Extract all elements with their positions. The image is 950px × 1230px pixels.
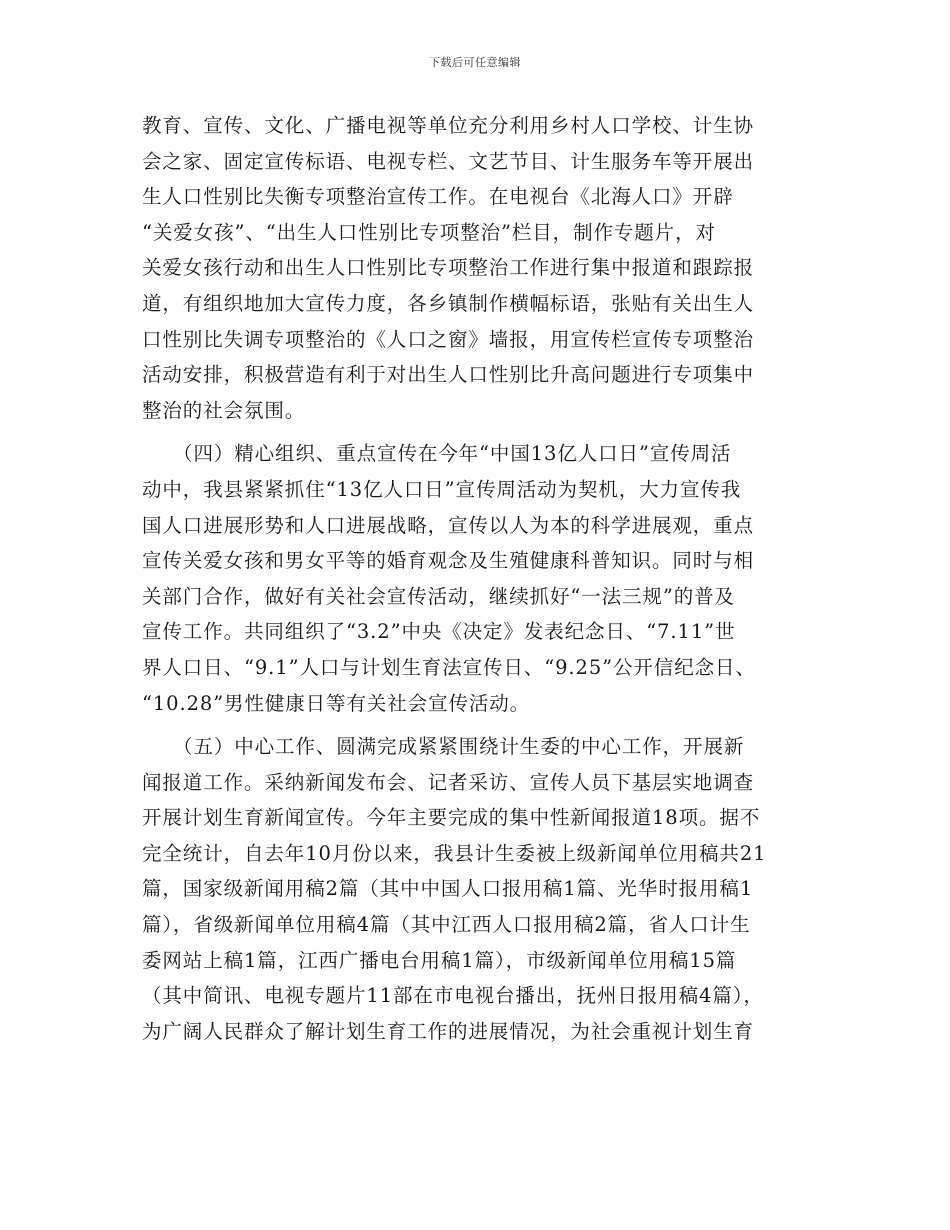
text-line: （五）中心工作、圆满完成紧紧围绕计生委的中心工作，开展新 bbox=[142, 735, 745, 759]
text-line: “10.28”男性健康日等有关社会宣传活动。 bbox=[142, 691, 531, 715]
text-line: 闻报道工作。采纳新闻发布会、记者采访、宣传人员下基层实地调查 bbox=[142, 770, 755, 794]
paragraph-gap bbox=[142, 721, 812, 729]
text-line: （四）精心组织、重点宣传在今年“中国13亿人口日”宣传周活 bbox=[142, 442, 732, 466]
text-line: 动中，我县紧紧抓住“13亿人口日”宣传周活动为契机，大力宣传我 bbox=[142, 477, 742, 501]
text-line: 国人口进展形势和人口进展战略，宣传以人为本的科学进展观，重点 bbox=[142, 513, 755, 537]
text-line: 口性别比失调专项整治的《人口之窗》墙报，用宣传栏宣传专项整治 bbox=[142, 327, 755, 351]
text-line: 整治的社会氛围。 bbox=[142, 398, 306, 422]
text-line: 宣传关爱女孩和男女平等的婚育观念及生殖健康科普知识。同时与相 bbox=[142, 549, 755, 573]
text-line: 生人口性别比失衡专项整治宣传工作。在电视台《北海人口》开辟 bbox=[142, 185, 734, 209]
document-body bbox=[142, 108, 812, 1049]
text-line: 教育、宣传、文化、广播电视等单位充分利用乡村人口学校、计生协 bbox=[142, 114, 755, 137]
text-line: 开展计划生育新闻宣传。今年主要完成的集中性新闻报道18项。据不 bbox=[142, 806, 761, 830]
text-line: 完全统计，自去年10月份以来，我县计生委被上级新闻单位用稿共21 bbox=[142, 841, 767, 865]
text-line: 篇），省级新闻单位用稿4篇（其中江西人口报用稿2篇，省人口计生 bbox=[142, 913, 751, 937]
text-line: （其中简讯、电视专题片11部在市电视台播出，抚州日报用稿4篇）， bbox=[142, 984, 764, 1008]
page-header: 下载后可任意编辑 bbox=[429, 56, 521, 69]
text-line: 为广阔人民群众了解计划生育工作的进展情况，为社会重视计划生育 bbox=[142, 1019, 755, 1043]
text-line: 关部门合作，做好有关社会宣传活动，继续抓好“一法三规”的普及 bbox=[142, 584, 735, 608]
text-line: 道，有组织地加大宣传力度，各乡镇制作横幅标语，张贴有关出生人 bbox=[142, 291, 755, 315]
text-line: “关爱女孩”、“出生人口性别比专项整治”栏目，制作专题片，对 bbox=[142, 220, 716, 244]
text-line: 活动安排，积极营造有利于对出生人口性别比升高问题进行专项集中 bbox=[142, 363, 755, 387]
paragraph-1 bbox=[142, 108, 812, 428]
text-line: 篇，国家级新闻用稿2篇（其中中国人口报用稿1篇、光华时报用稿1 bbox=[142, 877, 754, 901]
text-line: 界人口日、“9.1”人口与计划生育法宣传日、“9.25”公开信纪念日、 bbox=[142, 655, 756, 679]
text-line: 委网站上稿1篇，江西广播电台用稿1篇），市级新闻单位用稿15篇 bbox=[142, 948, 737, 972]
text-line: 宣传工作。共同组织了“3.2”中央《决定》发表纪念日、“7.11”世 bbox=[142, 620, 736, 644]
paragraph-2 bbox=[142, 436, 812, 721]
text-line: 会之家、固定宣传标语、电视专栏、文艺节目、计生服务车等开展出 bbox=[142, 149, 755, 173]
paragraph-gap bbox=[142, 428, 812, 436]
paragraph-3 bbox=[142, 729, 812, 1049]
text-line: 关爱女孩行动和出生人口性别比专项整治工作进行集中报道和跟踪报 bbox=[142, 256, 755, 280]
